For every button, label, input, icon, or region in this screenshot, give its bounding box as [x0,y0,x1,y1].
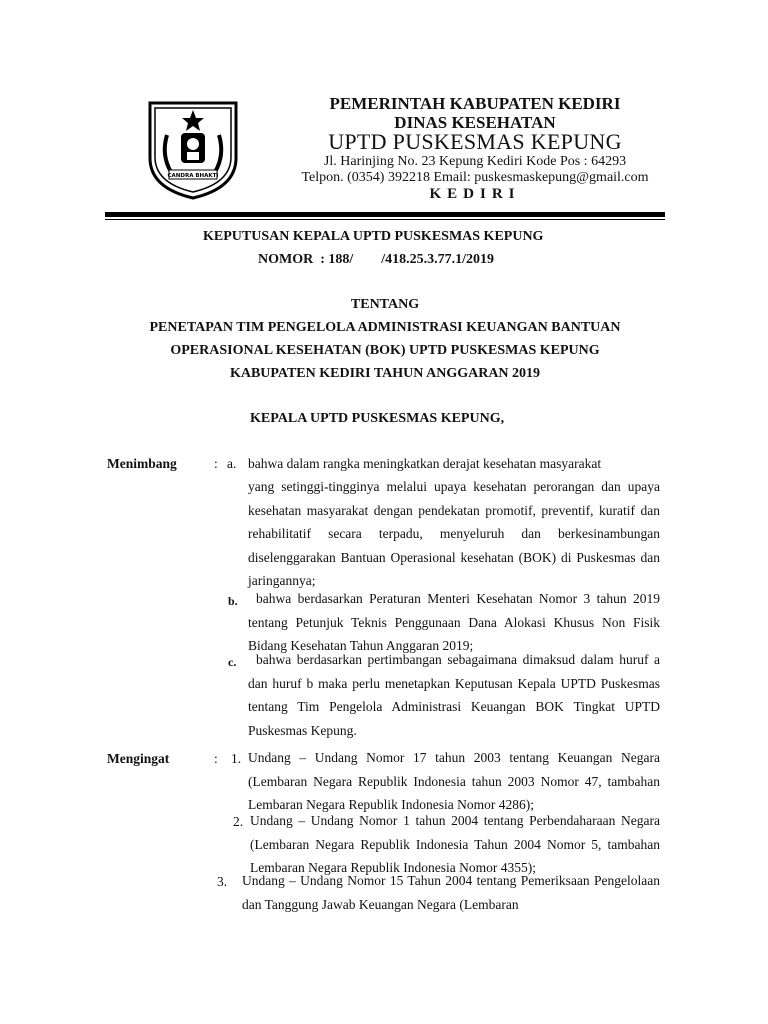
mengingat-item-3-text: Undang – Undang Nomor 15 Tahun 2004 tentang Pemeriksaan Pengelolaan dan Tanggung Jawab Keuangan Negara (Lembaran [242,873,660,912]
mengingat-item-2-text: Undang – Undang Nomor 1 tahun 2004 tentang Perbendaharaan Negara (Lembaran Negara Republik Indonesia Tahun 2004 Nomor 5, tambahan Lembaran Negara Republik Indonesia Nomor 4355); [250,813,660,875]
letterhead-institution-name: UPTD PUSKESMAS KEPUNG [328,129,622,154]
decree-subject-line-2: OPERASIONAL KESEHATAN (BOK) UPTD PUSKESMAS KEPUNG [170,343,600,358]
menimbang-item-b-text: bahwa berdasarkan Peraturan Menteri Kesehatan Nomor 3 tahun 2019 tentang Petunjuk Teknis Penggunaan Dana Alokasi Khusus Non Fisik Bidang Kesehatan Tahun Anggaran 2019; [248,591,660,653]
letterhead-thick-rule [105,212,665,217]
mengingat-item-1-text: Undang – Undang Nomor 17 tahun 2003 tentang Keuangan Negara (Lembaran Negara Republik Indonesia tahun 2003 Nomor 47, tambahan Lembaran Negara Republik Indonesia Nomor 4286); [248,750,660,812]
letterhead-government-name: PEMERINTAH KABUPATEN KEDIRI [329,94,621,113]
decree-title: KEPUTUSAN KEPALA UPTD PUSKESMAS KEPUNG [203,229,544,244]
decree-about: TENTANG [350,297,420,312]
decree-subject-line-3: KABUPATEN KEDIRI TAHUN ANGGARAN 2019 [229,366,541,381]
menimbang-colon: : [214,456,218,471]
mengingat-item-3-marker: 3. [217,874,228,889]
mengingat-item-1-marker: 1. [231,751,242,766]
regency-emblem-logo [147,100,239,200]
mengingat-colon: : [214,751,218,766]
letterhead-address: Jl. Harinjing No. 23 Kepung Kediri Kode Pos : 64293 [323,154,627,169]
letterhead-department-name: DINAS KESEHATAN [394,113,556,132]
svg-text:CANDRA BHAKTI: CANDRA BHAKTI [167,173,219,179]
mengingat-item-2-marker: 2. [233,814,244,829]
menimbang-item-c-text: bahwa berdasarkan pertimbangan sebagaimana dimaksud dalam huruf a dan huruf b maka perlu menetapkan Keputusan Kepala UPTD Puskesmas tentang Tim Pengelola Administrasi Keuangan BOK Tingkat UPTD Puskesmas Kepung. [248,652,660,738]
menimbang-item-a-marker: a. [227,456,237,471]
letterhead-city: KEDIRI [429,186,521,202]
menimbang-item-b-marker: b. [228,594,238,608]
mengingat-label: Mengingat [107,751,170,766]
decree-issuer: KEPALA UPTD PUSKESMAS KEPUNG, [250,411,505,426]
letterhead-contact: Telpon. (0354) 392218 Email: puskesmaskepung@gmail.com [301,170,649,185]
menimbang-label: Menimbang [107,456,177,471]
menimbang-item-a-first-line: bahwa dalam rangka meningkatkan derajat kesehatan masyarakat [248,456,602,471]
menimbang-item-a-text: yang setinggi-tingginya melalui upaya kesehatan perorangan dan upaya kesehatan masyarakat dengan pendekatan promotif, preventif, kuratif dan rehabilitatif secara terpadu, menyeluruh dan berkesinambungan diselenggarakan Bantuan Operasional kesehatan (BOK) di Puskesmas dan jaringannya; [248,479,660,588]
menimbang-item-c-marker: c. [228,655,237,669]
decree-number: NOMOR : 188/ /418.25.3.77.1/2019 [258,252,495,267]
letterhead-thin-rule [105,219,665,220]
decree-subject-line-1: PENETAPAN TIM PENGELOLA ADMINISTRASI KEUANGAN BANTUAN [149,320,621,335]
